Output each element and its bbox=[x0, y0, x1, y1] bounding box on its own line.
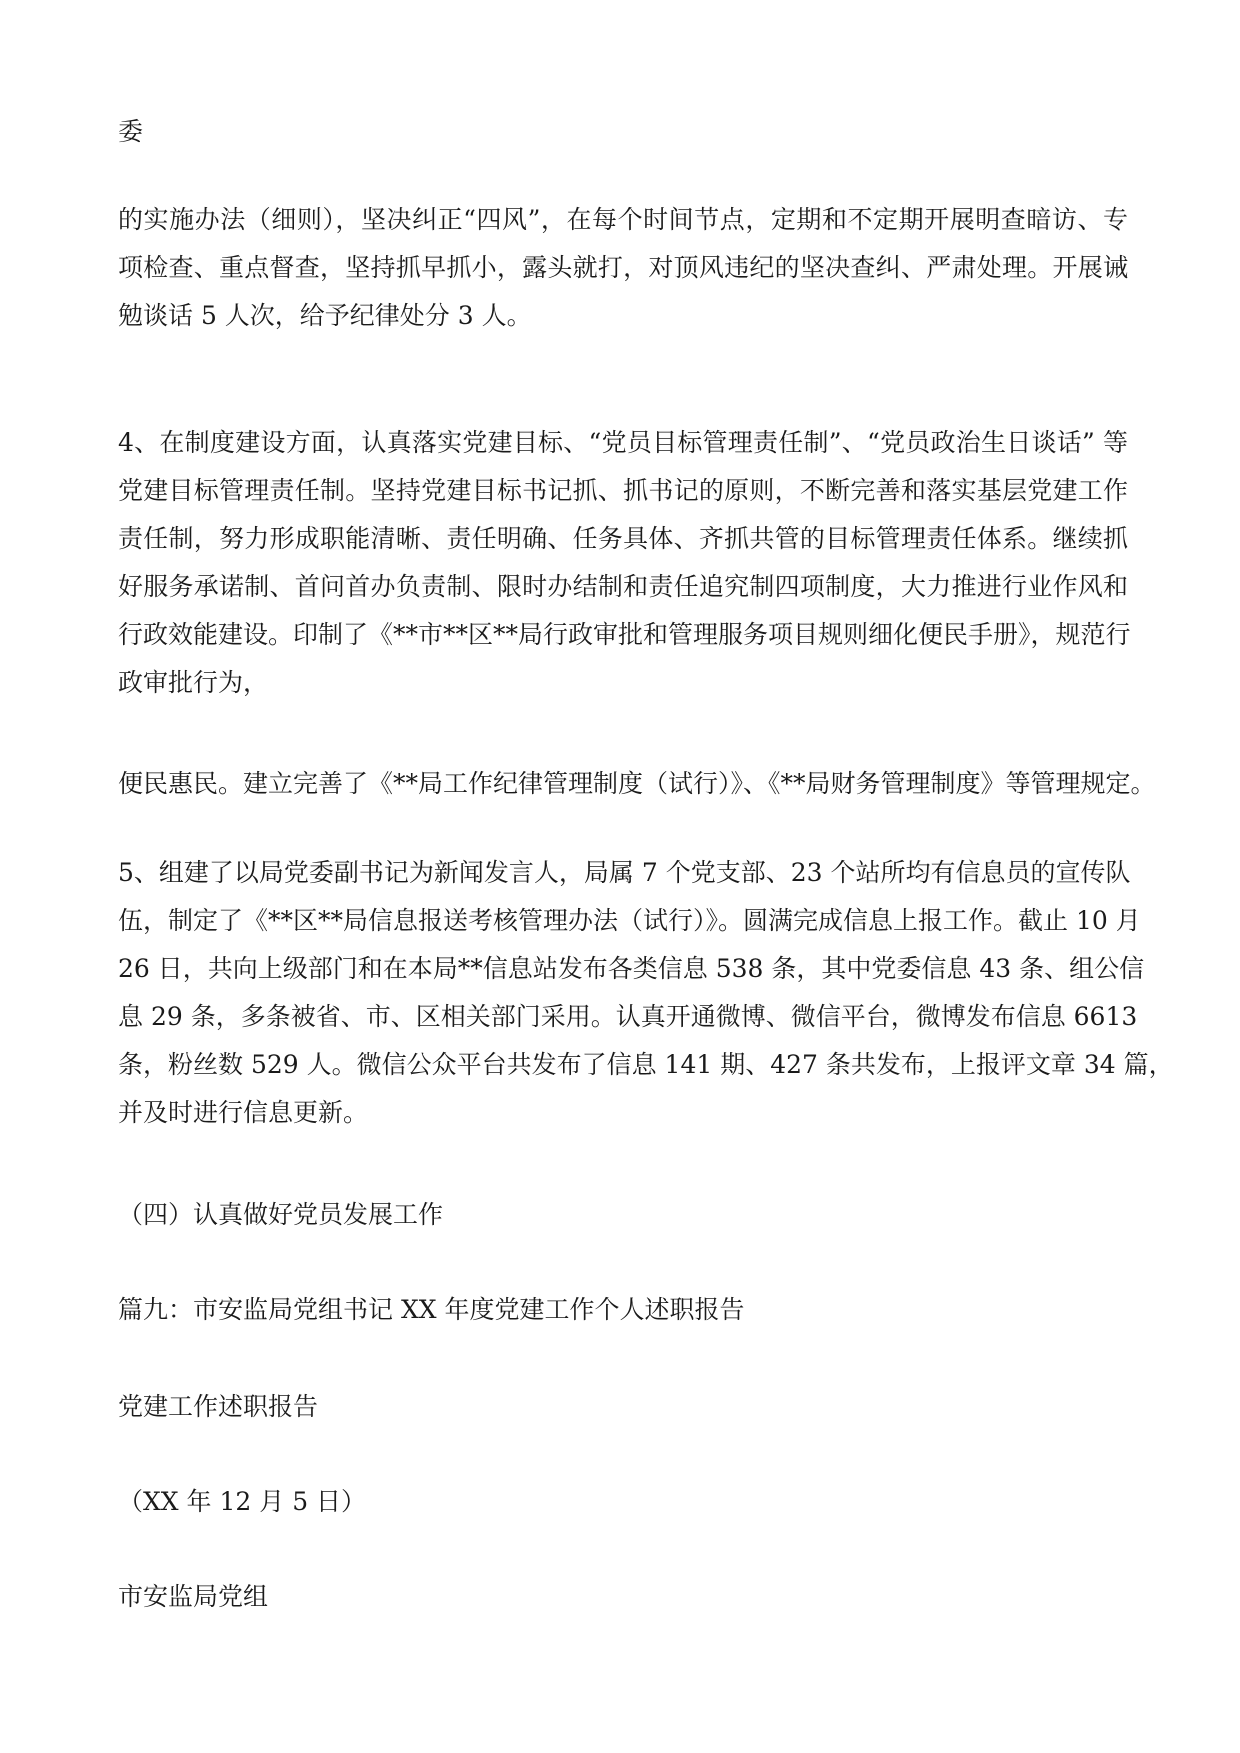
paragraph-item-4-system-building bbox=[118, 419, 1131, 707]
report-date bbox=[118, 1478, 1128, 1526]
text-line: 4、在制度建设方面，认真落实党建目标、“党员目标管理责任制”、“党员政治生日谈话” 等 bbox=[118, 428, 1128, 457]
article-9-title bbox=[118, 1286, 1128, 1334]
text-line: 项检查、重点督查，坚持抓早抓小，露头就打，对顶风违纪的坚决查纠、严肃处理。开展诫 bbox=[118, 253, 1128, 282]
text-line: 便民惠民。建立完善了《**局工作纪律管理制度（试行）》、《**局财务管理制度》等管理规定。 bbox=[118, 769, 1156, 798]
text-line: 政审批行为， bbox=[118, 668, 269, 697]
paragraph-item-5-publicity bbox=[118, 849, 1174, 1137]
text-line: 好服务承诺制、首问首办负责制、限时办结制和责任追究制四项制度，大力推进行业作风和 bbox=[118, 572, 1128, 601]
text-line: 条，粉丝数 529 人。微信公众平台共发布了信息 141 期、427 条共发布，上报评文章 34 篇， bbox=[118, 1050, 1174, 1079]
text-line: （XX 年 12 月 5 日） bbox=[118, 1487, 367, 1516]
text-line: 勉谈话 5 人次，给予纪律处分 3 人。 bbox=[118, 301, 532, 330]
text-line: （四）认真做好党员发展工作 bbox=[118, 1200, 444, 1229]
text-line: 行政效能建设。印制了《**市**区**局行政审批和管理服务项目规则细化便民手册》，规范行 bbox=[118, 620, 1131, 649]
report-author bbox=[118, 1573, 1128, 1621]
text-line: 伍，制定了《**区**局信息报送考核管理办法（试行）》。圆满完成信息上报工作。截止 10 月 bbox=[118, 906, 1141, 935]
paragraph-implementation-measures bbox=[118, 196, 1128, 340]
text-line: 的实施办法（细则），坚决纠正“四风”，在每个时间节点，定期和不定期开展明查暗访、专 bbox=[118, 205, 1128, 234]
text-line: 委 bbox=[118, 117, 144, 146]
text-line: 息 29 条，多条被省、市、区相关部门采用。认真开通微博、微信平台，微博发布信息 6613 bbox=[118, 1002, 1138, 1031]
text-line: 市安监局党组 bbox=[118, 1582, 269, 1611]
paragraph-fragment-wei bbox=[118, 108, 1128, 156]
text-line: 责任制，努力形成职能清晰、责任明确、任务具体、齐抓共管的目标管理责任体系。继续抓 bbox=[118, 524, 1128, 553]
report-title bbox=[118, 1383, 1128, 1431]
text-line: 5、组建了以局党委副书记为新闻发言人，局属 7 个党支部、23 个站所均有信息员的宣传队 bbox=[118, 858, 1131, 887]
text-line: 篇九：市安监局党组书记 XX 年度党建工作个人述职报告 bbox=[118, 1295, 745, 1324]
text-line: 26 日，共向上级部门和在本局**信息站发布各类信息 538 条，其中党委信息 43 条、组公信 bbox=[118, 954, 1145, 983]
section-heading-4 bbox=[118, 1191, 1128, 1239]
text-line: 党建目标管理责任制。坚持党建目标书记抓、抓书记的原则，不断完善和落实基层党建工作 bbox=[118, 476, 1128, 505]
text-line: 并及时进行信息更新。 bbox=[118, 1098, 369, 1127]
text-line: 党建工作述职报告 bbox=[118, 1392, 319, 1421]
paragraph-convenience-rules bbox=[118, 760, 1156, 808]
